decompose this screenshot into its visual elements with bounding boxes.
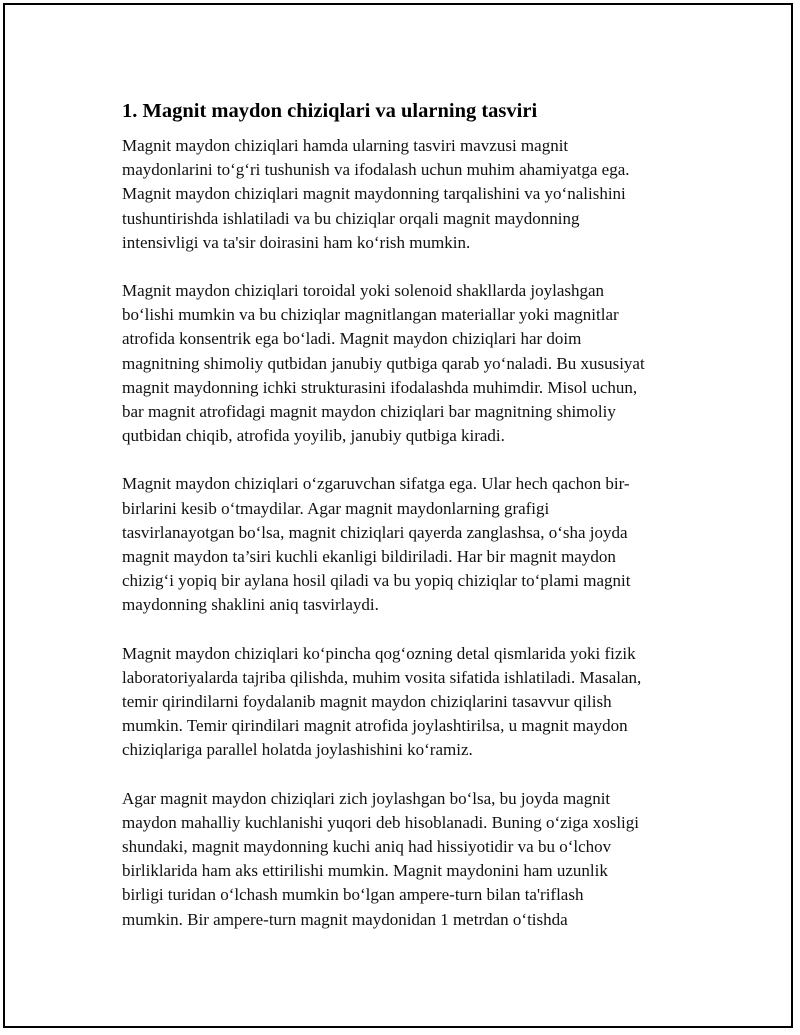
paragraph-line: Magnit maydon chiziqlari toroidal yoki solenoid shakllarda joylashgan (122, 281, 605, 301)
paragraph-line: chiziqlariga parallel holatda joylashishini ko‘ramiz. (122, 740, 473, 760)
paragraph-2 (122, 279, 702, 448)
paragraph-line: maydonning shaklini aniq tasvirlaydi. (122, 595, 379, 615)
paragraph-line: chizig‘i yopiq bir aylana hosil qiladi va bu yopiq chiziqlar to‘plami magnit (122, 571, 631, 591)
paragraph-line: birliklarida ham aks ettirilishi mumkin. Magnit maydonini ham uzunlik (122, 861, 608, 881)
paragraph-line: birlarini kesib o‘tmaydilar. Agar magnit maydonlarning grafigi (122, 498, 550, 518)
paragraph-line: mumkin. Temir qirindilari magnit atrofida joylashtirilsa, u magnit maydon (122, 716, 628, 736)
paragraph-line: bar magnit atrofidagi magnit maydon chiziqlari bar magnitning shimoliy (122, 402, 616, 422)
paragraph-line: maydonlarini to‘g‘ri tushunish va ifodalash uchun muhim ahamiyatga ega. (122, 160, 630, 180)
paragraph-line: maydon mahalliy kuchlanishi yuqori deb hisoblanadi. Buning o‘ziga xosligi (122, 812, 640, 832)
paragraph-line: bo‘lishi mumkin va bu chiziqlar magnitlangan materiallar yoki magnitlar (122, 305, 619, 325)
section-heading: 1. Magnit maydon chiziqlari va ularning tasviri (122, 100, 538, 122)
paragraph-line: Magnit maydon chiziqlari ko‘pincha qog‘ozning detal qismlarida yoki fizik (122, 643, 636, 663)
paragraph-line: birligi turidan o‘lchash mumkin bo‘lgan ampere-turn bilan ta'riflash (122, 885, 584, 905)
paragraph-line: qutbidan chiqib, atrofida yoyilib, janubiy qutbiga kiradi. (122, 426, 505, 446)
paragraph-line: shundaki, magnit maydonning kuchi aniq had hissiyotidir va bu o‘lchov (122, 837, 612, 857)
paragraph-1 (122, 134, 702, 255)
paragraph-3 (122, 472, 702, 617)
paragraph-line: tushuntirishda ishlatiladi va bu chiziqlar orqali magnit maydonning (122, 208, 580, 228)
paragraph-line: Magnit maydon chiziqlari o‘zgaruvchan sifatga ega. Ular hech qachon bir- (122, 474, 630, 494)
paragraph-line: temir qirindilarni foydalanib magnit maydon chiziqlarini tasavvur qilish (122, 692, 612, 712)
paragraph-line: mumkin. Bir ampere-turn magnit maydonidan 1 metrdan o‘tishda (122, 909, 568, 929)
page-frame (3, 3, 793, 1028)
paragraph-line: atrofida konsentrik ega bo‘ladi. Magnit maydon chiziqlari har doim (122, 329, 582, 349)
document-body (122, 97, 702, 956)
paragraph-line: magnit maydon ta’siri kuchli ekanligi bildiriladi. Har bir magnit maydon (122, 547, 616, 567)
paragraph-line: magnitning shimoliy qutbidan janubiy qutbiga qarab yo‘naladi. Bu xususiyat (122, 353, 645, 373)
paragraph-line: Magnit maydon chiziqlari hamda ularning tasviri mavzusi magnit (122, 136, 569, 155)
paragraph-line: tasvirlanayotgan bo‘lsa, magnit chiziqlari qayerda zanglashsa, o‘sha joyda (122, 522, 628, 542)
paragraph-line: Magnit maydon chiziqlari magnit maydonning tarqalishini va yo‘nalishini (122, 184, 626, 204)
paragraph-4 (122, 642, 702, 763)
paragraph-line: Agar magnit maydon chiziqlari zich joylashgan bo‘lsa, bu joyda magnit (122, 788, 611, 808)
paragraph-5 (122, 787, 702, 932)
paragraph-line: laboratoriyalarda tajriba qilishda, muhim vosita sifatida ishlatiladi. Masalan, (122, 667, 642, 687)
paragraph-line: magnit maydonning ichki strukturasini ifodalashda muhimdir. Misol uchun, (122, 377, 638, 397)
paragraph-line: intensivligi va ta'sir doirasini ham ko‘rish mumkin. (122, 232, 471, 252)
